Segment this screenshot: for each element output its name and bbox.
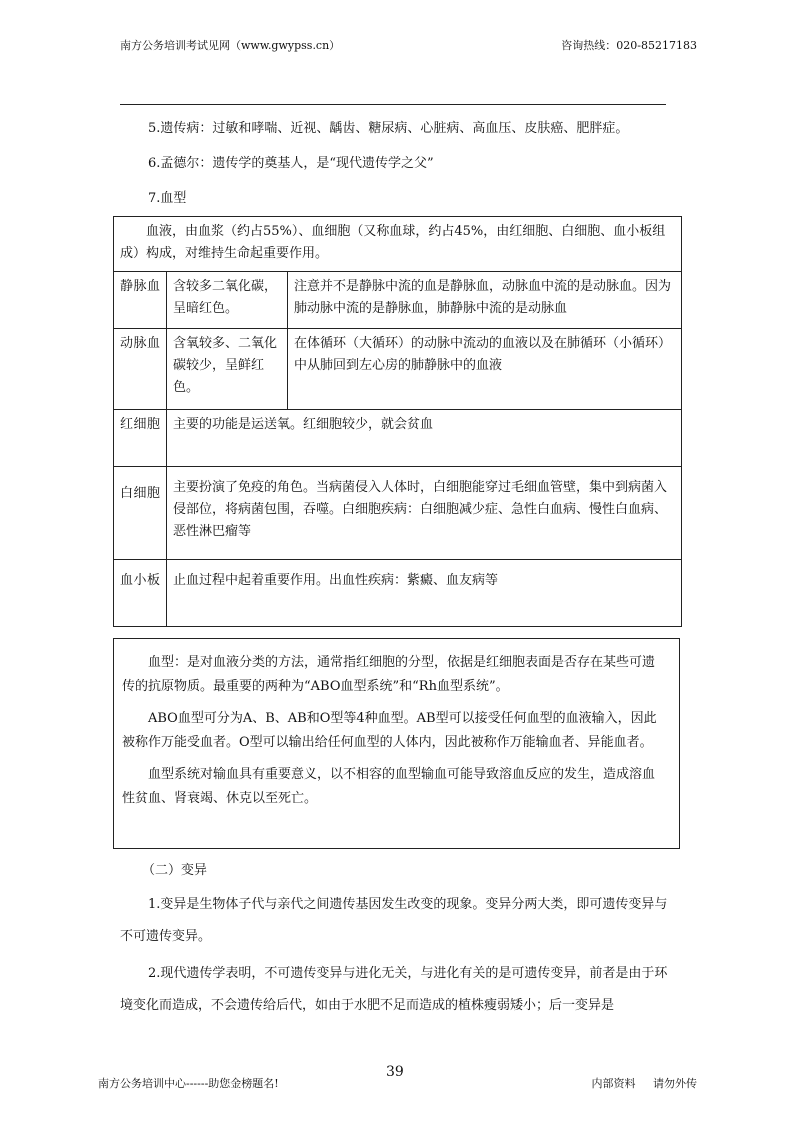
header-divider [120,104,666,105]
blood-type-summary-box [113,638,680,849]
table-row [114,560,682,627]
item-genetic-diseases: 5.遗传病：过敏和哮喘、近视、龋齿、糖尿病、心脏病、高血压、皮肤癌、肥胖症。 [148,121,629,136]
variation-paragraph-1: 1.变异是生物体子代与亲代之间遗传基因发生改变的现象。变异分两大类，即可遗传变异与不可遗传变异。 [120,897,668,944]
row-label: 动脉血 [114,329,167,410]
summary-paragraph: 血型：是对血液分类的方法，通常指红细胞的分型，依据是红细胞表面是否存在某些可遗传的抗原物质。最重要的两种为“ABO血型系统”和“Rh血型系统”。 [122,655,656,694]
footer-notice: 内部资料 请勿外传 [591,1077,697,1090]
row-text: 主要的功能是运送氧。红细胞较少，就会贫血 [167,410,682,467]
page-number: 39 [386,1064,404,1080]
row-label: 血小板 [114,560,167,627]
row-text: 止血过程中起着重要作用。出血性疾病：紫癜、血友病等 [167,560,682,627]
table-row [114,467,682,560]
row-note: 在体循环（大循环）的动脉中流动的血液以及在肺循环（小循环）中从肺回到左心房的肺静脉中的血液 [288,329,682,410]
row-label: 红细胞 [114,410,167,467]
header-hotline: 咨询热线：020-85217183 [561,39,697,52]
blood-table [113,216,682,627]
row-description: 含氧较多、二氧化碳较少，呈鲜红色。 [167,329,288,410]
table-row [114,272,682,329]
row-label: 静脉血 [114,272,167,329]
table-row [114,217,682,272]
section-heading-variation: （二）变异 [142,863,208,878]
header-site-name: 南方公务培训考试见网（www.gwypss.cn） [120,39,341,52]
item-blood-type-heading: 7.血型 [148,191,187,206]
row-text: 主要扮演了免疫的角色。当病菌侵入人体时，白细胞能穿过毛细血管壁，集中到病菌入侵部位，将病菌包围，吞噬。白细胞疾病：白细胞减少症、急性白血病、慢性白血病、恶性淋巴瘤等 [167,467,682,560]
footer-slogan: 南方公务培训中心------助您金榜题名! [98,1077,279,1090]
row-label: 白细胞 [114,467,167,560]
summary-paragraph: 血型系统对输血具有重要意义，以不相容的血型输血可能导致溶血反应的发生，造成溶血性贫血、肾衰竭、休克以至死亡。 [122,767,656,806]
row-description: 含较多二氧化碳，呈暗红色。 [167,272,288,329]
table-row [114,329,682,410]
blood-intro-cell: 血液，由血浆（约占55%）、血细胞（又称血球，约占45%，由红细胞、白细胞、血小板组成）构成，对维持生命起重要作用。 [114,217,682,272]
table-row [114,410,682,467]
item-mendel: 6.孟德尔：遗传学的奠基人，是“现代遗传学之父” [148,156,434,171]
row-note: 注意并不是静脉中流的血是静脉血，动脉血中流的是动脉血。因为肺动脉中流的是静脉血，肺静脉中流的是动脉血 [288,272,682,329]
summary-paragraph: ABO血型可分为A、B、AB和O型等4种血型。AB型可以接受任何血型的血液输入，因此被称作万能受血者。O型可以输出给任何血型的人体内，因此被称作万能输血者、异能血者。 [122,711,657,750]
variation-paragraph-2: 2.现代遗传学表明，不可遗传变异与进化无关，与进化有关的是可遗传变异，前者是由于环境变化而造成，不会遗传给后代，如由于水肥不足而造成的植株瘦弱矮小；后一变异是 [120,966,668,1013]
